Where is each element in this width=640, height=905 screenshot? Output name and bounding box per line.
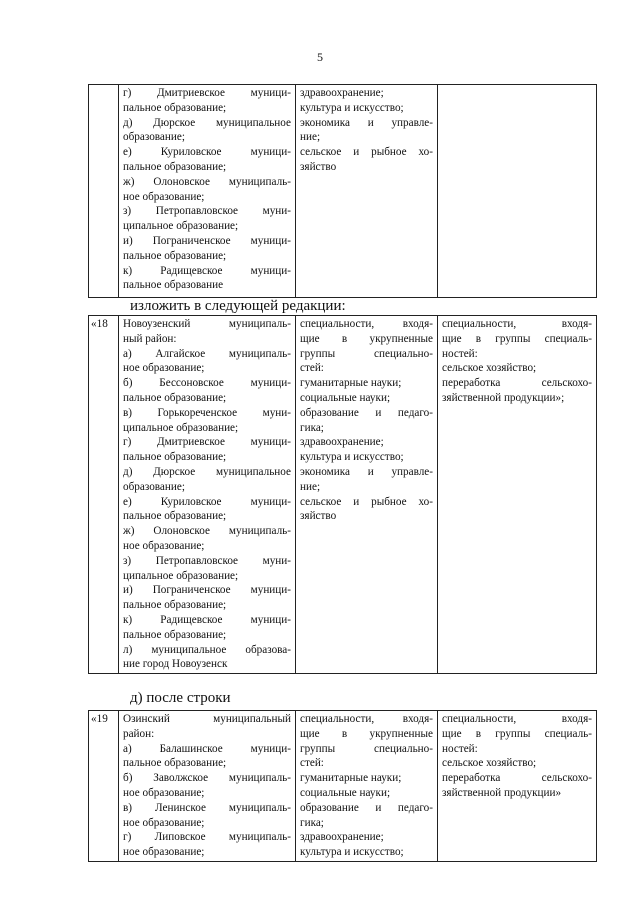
- cell-text-line: ный район:: [123, 332, 177, 345]
- table-row: [89, 85, 597, 298]
- cell-text-line: ж) Олоновское муниципаль-: [123, 175, 291, 188]
- table-row: [89, 316, 597, 674]
- cell-text-line: щие в группы специаль-: [442, 727, 592, 740]
- cell-text-line: щие в группы специаль-: [442, 332, 592, 345]
- cell-text-line: ципальное образование;: [123, 220, 239, 233]
- cell-text-line: пальное образование;: [123, 391, 227, 404]
- page-number: 5: [317, 50, 323, 64]
- cell-text-line: а) Балашинское муници-: [123, 742, 291, 755]
- cell-text-line: пальное образование;: [123, 510, 227, 523]
- cell-text-line: к) Радищевское муници-: [123, 613, 291, 626]
- cell-text-line: здравоохранение;: [300, 436, 384, 449]
- cell-text-line: зяйственной продукции»;: [442, 391, 565, 404]
- cell-text-line: гика;: [300, 816, 324, 829]
- cell-text-line: образование и педаго-: [300, 801, 433, 814]
- cell-text-line: ние город Новоузенск: [123, 658, 228, 671]
- cell-text-line: сельское и рыбное хо-: [300, 146, 433, 159]
- cell-text-line: ное образование;: [123, 362, 205, 375]
- cell-text-line: ципальное образование;: [123, 569, 239, 582]
- specialties-cell: [296, 85, 438, 298]
- cell-text-line: ное образование;: [123, 539, 205, 552]
- cell-text-line: культура и искусство;: [300, 101, 404, 114]
- cell-text-line: Озинский муниципальный: [123, 713, 291, 725]
- cell-text-line: пальное образование;: [123, 101, 227, 114]
- cell-text-line: образование;: [123, 131, 185, 144]
- table-top-fragment: [88, 84, 597, 298]
- cell-text-line: социальные науки;: [300, 786, 391, 799]
- cell-text-line: г) Липовское муниципаль-: [123, 831, 291, 844]
- cell-text-line: гика;: [300, 421, 324, 434]
- cell-text-line: стей:: [300, 362, 324, 375]
- cell-text-line: з) Петропавловское муни-: [123, 205, 291, 218]
- cell-text-line: группы специально-: [300, 347, 433, 360]
- cell-text-line: д) Дюрское муниципальное: [123, 116, 291, 129]
- cell-text-line: гуманитарные науки;: [300, 772, 402, 785]
- cell-text-line: пальное образование;: [123, 599, 227, 612]
- cell-text-line: пальное образование;: [123, 757, 227, 770]
- cell-text-line: ное образование;: [123, 846, 205, 859]
- cell-text-line: в) Ленинское муниципаль-: [123, 801, 291, 814]
- cell-text-line: образование и педаго-: [300, 406, 433, 419]
- municipality-cell: [119, 711, 296, 862]
- cell-text-line: специальности, входя-: [300, 713, 433, 725]
- cell-text-line: ное образование;: [123, 786, 205, 799]
- cell-text-line: ностей:: [442, 347, 478, 360]
- cell-text-line: переработка сельскохо-: [442, 377, 592, 390]
- specialty-groups-cell: [438, 711, 597, 862]
- cell-text-line: ностей:: [442, 742, 478, 755]
- cell-text-line: образование;: [123, 480, 185, 493]
- municipality-cell: [119, 316, 296, 674]
- specialties-cell: [296, 711, 438, 862]
- table-row-18: [88, 315, 597, 674]
- cell-text-line: гуманитарные науки;: [300, 377, 402, 390]
- cell-text-line: ние;: [300, 131, 321, 144]
- specialty-groups-cell: [438, 85, 597, 298]
- cell-text-line: пальное образование;: [123, 628, 227, 641]
- cell-text-line: пальное образование;: [123, 160, 227, 173]
- specialty-groups-cell: [438, 316, 597, 674]
- cell-text-line: зяйство: [300, 160, 337, 173]
- cell-text-line: сельское хозяйство;: [442, 757, 537, 770]
- cell-text-line: стей:: [300, 757, 324, 770]
- cell-text-line: щие в укрупненные: [300, 727, 433, 740]
- cell-text-line: здравоохранение;: [300, 87, 384, 99]
- cell-text-line: г) Дмитриевское муници-: [123, 436, 291, 449]
- cell-text-line: сельское хозяйство;: [442, 362, 537, 375]
- instruction-new-edition: изложить в следующей редакции:: [130, 298, 346, 314]
- cell-text-line: е) Куриловское муници-: [123, 495, 291, 508]
- cell-text-line: переработка сельскохо-: [442, 772, 592, 785]
- cell-text-line: ципальное образование;: [123, 421, 239, 434]
- cell-text-line: б) Бессоновское муници-: [123, 377, 291, 390]
- cell-text-line: специальности, входя-: [300, 318, 433, 330]
- cell-text-line: л) муниципальное образова-: [123, 643, 291, 656]
- cell-text-line: пальное образование;: [123, 451, 227, 464]
- instruction-after-line: д) после строки: [130, 690, 231, 706]
- cell-text-line: в) Горькореченское муни-: [123, 406, 291, 419]
- cell-text-line: экономика и управле-: [300, 465, 433, 478]
- cell-text-line: ное образование;: [123, 190, 205, 203]
- cell-text-line: е) Куриловское муници-: [123, 146, 291, 159]
- municipality-cell: [119, 85, 296, 298]
- cell-text-line: специальности, входя-: [442, 713, 592, 725]
- cell-text-line: район:: [123, 727, 155, 740]
- cell-text-line: а) Алгайское муниципаль-: [123, 347, 291, 360]
- cell-text-line: зяйственной продукции»: [442, 786, 562, 799]
- cell-text-line: группы специально-: [300, 742, 433, 755]
- cell-text-line: д) Дюрское муниципальное: [123, 465, 291, 478]
- cell-text-line: к) Радищевское муници-: [123, 264, 291, 277]
- cell-text-line: ж) Олоновское муниципаль-: [123, 525, 291, 538]
- cell-text-line: з) Петропавловское муни-: [123, 554, 291, 567]
- cell-text-line: б) Заволжское муниципаль-: [123, 772, 291, 785]
- table-row-19: [88, 710, 597, 862]
- cell-text-line: пальное образование: [123, 279, 224, 292]
- cell-text-line: г) Дмитриевское муници-: [123, 87, 291, 99]
- cell-text-line: экономика и управле-: [300, 116, 433, 129]
- cell-text-line: пальное образование;: [123, 249, 227, 262]
- cell-text-line: и) Пограниченское муници-: [123, 234, 291, 247]
- cell-text-line: сельское и рыбное хо-: [300, 495, 433, 508]
- row-number: «19: [89, 711, 119, 862]
- cell-text-line: социальные науки;: [300, 391, 391, 404]
- cell-text-line: ное образование;: [123, 816, 205, 829]
- cell-text-line: здравоохранение;: [300, 831, 384, 844]
- cell-text-line: щие в укрупненные: [300, 332, 433, 345]
- cell-text-line: Новоузенский муниципаль-: [123, 318, 291, 330]
- cell-text-line: культура и искусство;: [300, 846, 404, 859]
- cell-text-line: специальности, входя-: [442, 318, 592, 330]
- specialties-cell: [296, 316, 438, 674]
- number-cell: [89, 85, 119, 298]
- row-number: «18: [89, 316, 119, 674]
- cell-text-line: зяйство: [300, 510, 337, 523]
- table-row: [89, 711, 597, 862]
- cell-text-line: ние;: [300, 480, 321, 493]
- cell-text-line: культура и искусство;: [300, 451, 404, 464]
- cell-text-line: и) Пограниченское муници-: [123, 584, 291, 597]
